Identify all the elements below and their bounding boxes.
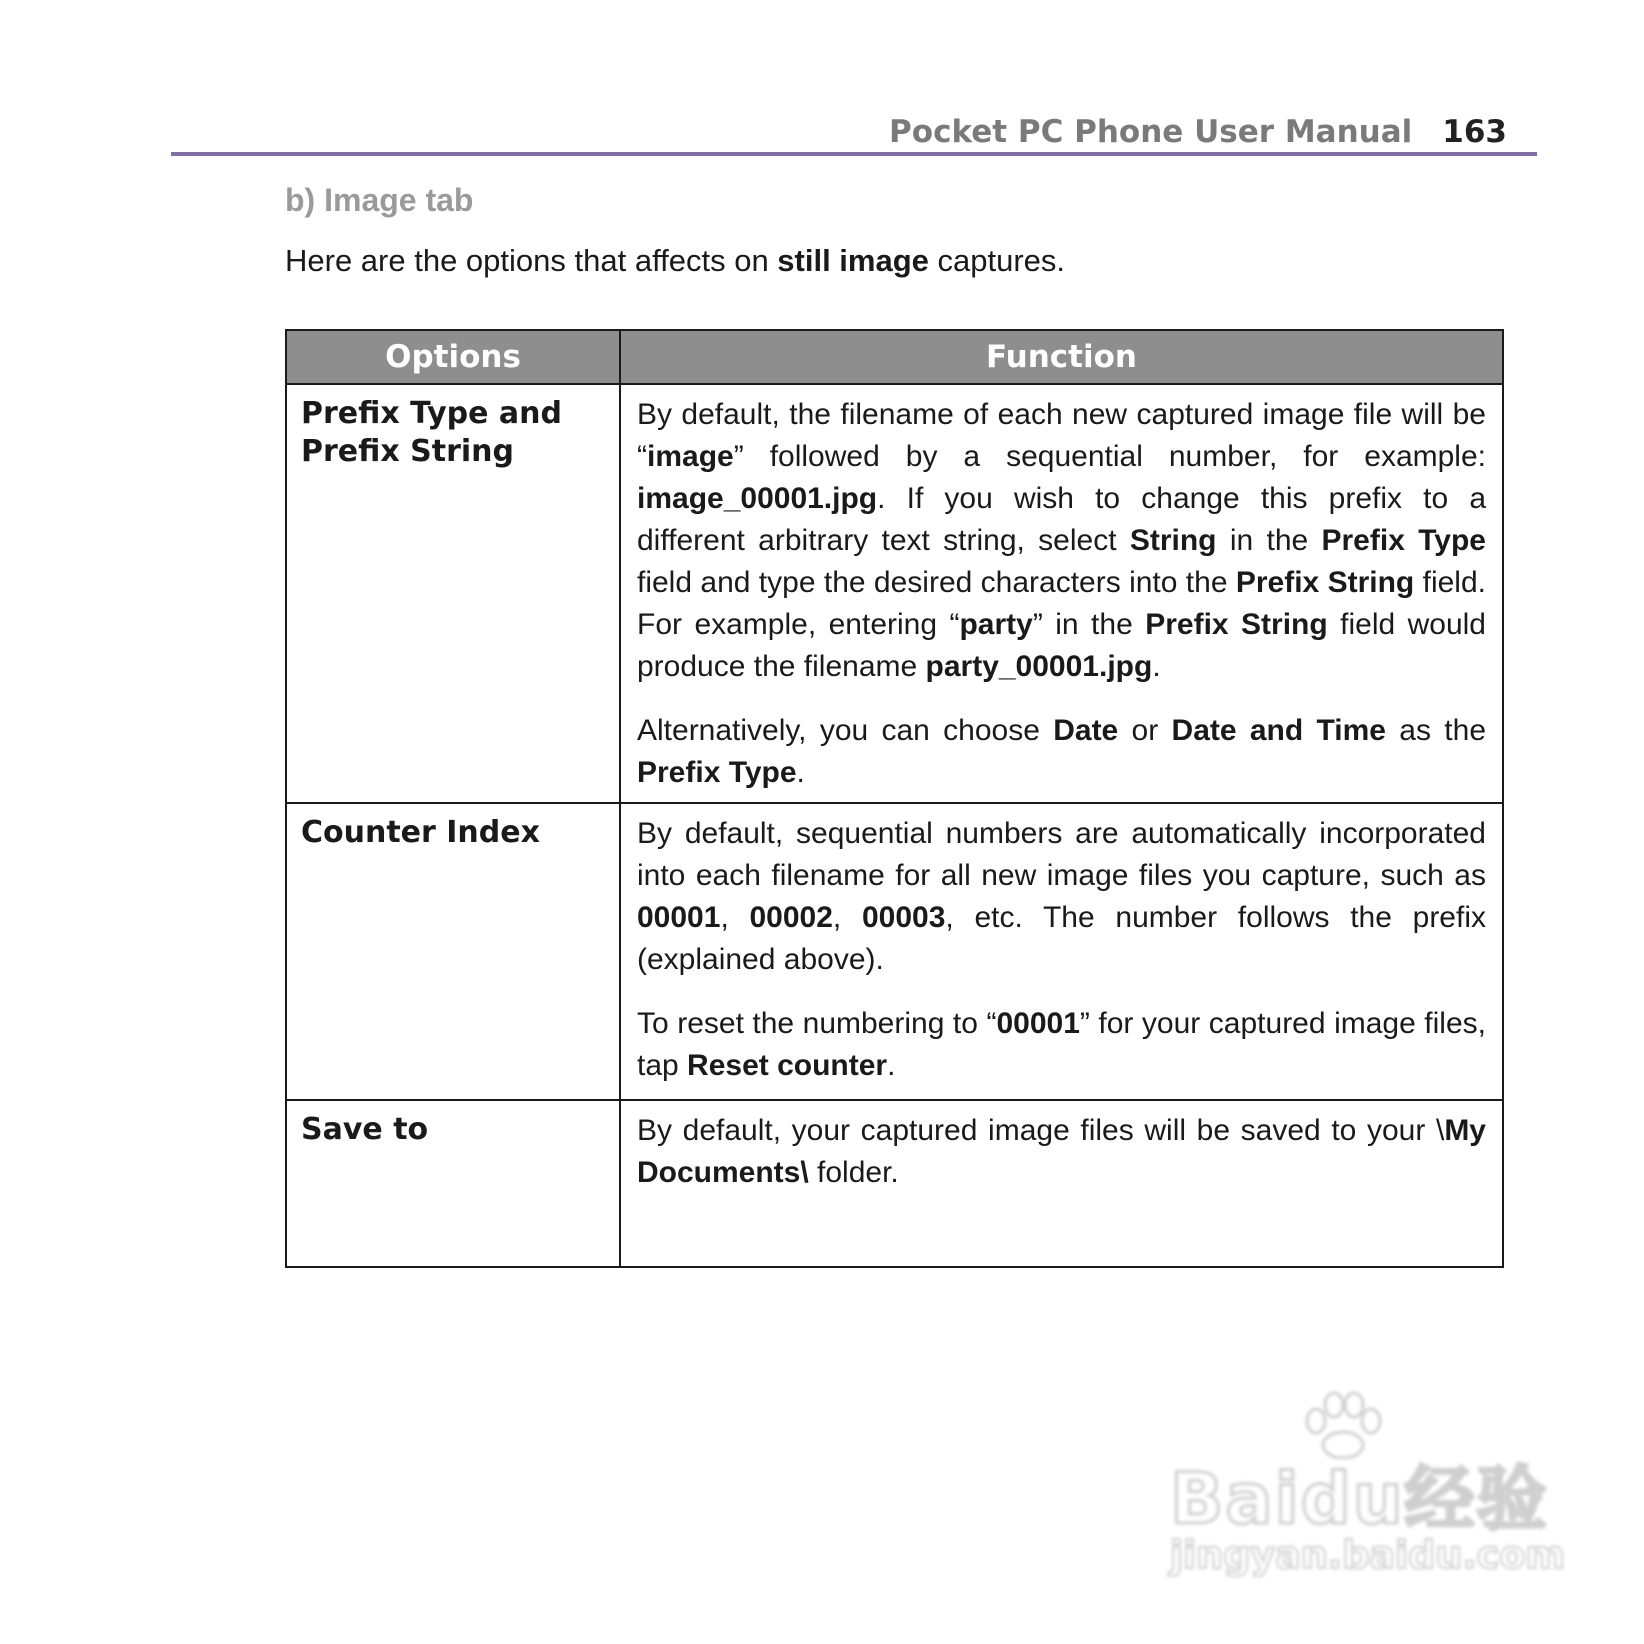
option-name: Counter Index xyxy=(286,803,620,1100)
text-run: To reset the numbering to “ xyxy=(637,1007,997,1040)
function-paragraph xyxy=(637,1003,1486,1087)
manual-title: Pocket PC Phone User Manual xyxy=(889,114,1413,150)
bold-term: My Documents\ xyxy=(637,1114,1486,1189)
bold-term: party_00001.jpg xyxy=(925,650,1153,683)
column-header-options: Options xyxy=(286,330,620,384)
watermark-brand: Baidu经验 xyxy=(1170,1458,1549,1540)
text-run: in the xyxy=(1216,524,1322,557)
bold-term: Date xyxy=(1053,714,1119,747)
text-run: . If you wish to change this prefix to a different arbitrary text string, select xyxy=(637,482,1486,557)
page-number: 163 xyxy=(1442,114,1507,150)
column-header-function: Function xyxy=(620,330,1503,384)
option-name: Save to xyxy=(286,1100,620,1267)
watermark-url: jingyan.baidu.com xyxy=(1170,1533,1565,1577)
table-header-row xyxy=(286,330,1503,384)
bold-term: Prefix Type xyxy=(637,756,797,789)
function-paragraph xyxy=(637,710,1486,794)
header-text xyxy=(889,114,1507,150)
bold-term: party xyxy=(959,608,1033,641)
bold-term: 00003 xyxy=(861,901,946,934)
option-name: Prefix Type and Prefix String xyxy=(286,384,620,803)
text-run: ” followed by a sequential number, for example: xyxy=(733,440,1486,473)
table-row xyxy=(286,803,1503,1100)
bold-term: String xyxy=(1129,524,1217,557)
bold-term: image xyxy=(647,440,734,473)
text-run: , xyxy=(832,901,862,934)
intro-text-before: Here are the options that affects on xyxy=(285,243,778,278)
table-row xyxy=(286,1100,1503,1267)
bold-term: Prefix String xyxy=(1235,566,1415,599)
text-run: By default, your captured image files will be saved to your \ xyxy=(637,1114,1445,1147)
text-run: . xyxy=(887,1049,896,1082)
text-run: ” in the xyxy=(1032,608,1146,641)
function-paragraph xyxy=(637,394,1486,688)
text-run: , etc. The number follows the prefix (explained above). xyxy=(637,901,1486,976)
bold-term: 00001 xyxy=(996,1007,1080,1040)
text-run: or xyxy=(1118,714,1172,747)
bold-term: Prefix String xyxy=(1145,608,1328,641)
function-paragraph xyxy=(637,813,1486,981)
text-run: folder. xyxy=(808,1156,899,1189)
table-row xyxy=(286,384,1503,803)
text-run: field would produce the filename xyxy=(637,608,1486,683)
text-run: field. For example, entering “ xyxy=(637,566,1486,641)
baidu-watermark xyxy=(1170,1395,1570,1585)
intro-text-after: captures. xyxy=(928,243,1066,278)
bold-term: 00001 xyxy=(637,901,721,934)
option-function xyxy=(620,1100,1503,1267)
bold-term: 00002 xyxy=(749,901,833,934)
text-run: field and type the desired characters into the xyxy=(637,566,1236,599)
intro-text-bold: still image xyxy=(777,243,929,278)
text-run: as the xyxy=(1386,714,1486,747)
text-run: Alternatively, you can choose xyxy=(637,714,1054,747)
text-run: By default, sequential numbers are automatically incorporated into each filename for all new image files you capture, such as xyxy=(637,817,1486,892)
text-run: , xyxy=(720,901,750,934)
bold-term: Reset counter xyxy=(687,1049,888,1082)
options-table xyxy=(285,329,1504,1268)
function-paragraph xyxy=(637,1110,1486,1194)
text-run: By default, the filename of each new captured image file will be “ xyxy=(637,398,1486,473)
section-heading: b) Image tab xyxy=(285,182,474,218)
page-header xyxy=(171,108,1537,156)
option-function xyxy=(620,384,1503,803)
option-function xyxy=(620,803,1503,1100)
bold-term: Prefix Type xyxy=(1321,524,1486,557)
intro-paragraph xyxy=(285,243,1065,279)
text-run: . xyxy=(1152,650,1161,683)
bold-term: image_00001.jpg xyxy=(637,482,878,515)
bold-term: Date and Time xyxy=(1171,714,1386,747)
text-run: . xyxy=(796,756,805,789)
text-run: ” for your captured image files, tap xyxy=(637,1007,1486,1082)
